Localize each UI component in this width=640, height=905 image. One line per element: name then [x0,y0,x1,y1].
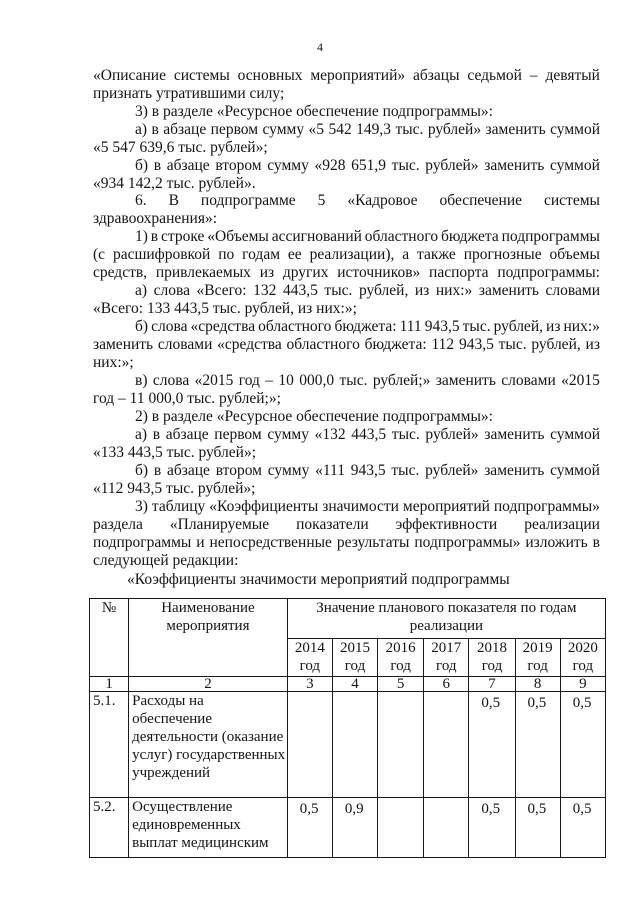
row-value: 0,9 [332,798,377,858]
column-number: 9 [560,677,605,692]
column-number-row [90,677,606,692]
row-value [378,692,424,798]
year-header: 2018 год [469,639,515,677]
header-indicator-values: Значение планового показателя по годам реализации [287,599,605,639]
paragraph-line: 1) в строке «Объемы ассигнований областного бюджета подпрограммы [135,228,600,245]
paragraph-line: «133 443,5 тыс. рублей»; [93,444,256,461]
paragraph-line: следующей редакции: [93,552,239,569]
paragraph-line: б) в абзаце втором сумму «928 651,9 тыс. рублей» заменить суммой [135,157,600,174]
year-header: 2016 год [378,639,424,677]
row-value [378,798,424,858]
paragraph-line: заменить словами «средства областного бюджета: 112 943,5 тыс. рублей, из [93,336,600,353]
paragraph-line: «Описание системы основных мероприятий» абзацы седьмой – девятый [93,67,600,84]
year-header: 2015 год [332,639,377,677]
paragraph-line: 3) таблицу «Коэффициенты значимости мероприятий подпрограммы» [135,498,600,515]
column-number: 4 [332,677,377,692]
row-value: 0,5 [515,692,560,798]
row-value [424,798,469,858]
table-row [90,798,606,858]
paragraph-line: б) в абзаце втором сумму «111 943,5 тыс. рублей» заменить суммой [135,462,600,479]
paragraph-line: год – 11 000,0 тыс. рублей;»; [93,390,281,407]
year-header: 2019 год [515,639,560,677]
paragraph-line: них:»; [93,354,134,371]
column-number: 5 [378,677,424,692]
row-value: 0,5 [469,692,515,798]
row-activity-name: Осуществление единовременных выплат медицинским [129,798,288,858]
year-header: 2014 год [287,639,332,677]
row-activity-name: Расходы на обеспечение деятельности (оказание услуг) государственных учреждений [129,692,288,798]
row-value: 0,5 [287,798,332,858]
row-value: 0,5 [560,692,605,798]
paragraph-line: здравоохранения»: [93,210,218,227]
paragraph-line: в) слова «2015 год – 10 000,0 тыс. рублей;» заменить словами «2015 [135,372,600,389]
column-number: 7 [469,677,515,692]
paragraph-line: «Всего: 133 443,5 тыс. рублей, из них:»; [93,300,357,317]
paragraph-line: 6. В подпрограмме 5 «Кадровое обеспечение системы [135,192,600,209]
paragraph-line: «934 142,2 тыс. рублей». [93,175,256,192]
paragraph-line: признать утратившими силу; [93,85,285,102]
year-header: 2017 год [424,639,469,677]
header-number: № [90,599,129,677]
paragraph-line: а) в абзаце первом сумму «5 542 149,3 тыс. рублей» заменить суммой [135,121,600,138]
row-value: 0,5 [560,798,605,858]
paragraph-line: средств, привлекаемых из других источников» паспорта подпрограммы: [93,264,600,281]
paragraph-line: а) слова «Всего: 132 443,5 тыс. рублей, из них:» заменить словами [135,282,600,299]
row-value [332,692,377,798]
column-number: 3 [287,677,332,692]
column-number: 8 [515,677,560,692]
row-value [424,692,469,798]
paragraph-line: а) в абзаце первом сумму «132 443,5 тыс. рублей» заменить суммой [135,426,600,443]
row-value [287,692,332,798]
column-number: 1 [90,677,129,692]
column-number: 2 [129,677,288,692]
table-header-row [90,599,606,639]
paragraph-line: (с расшифровкой по годам ее реализации), а также прогнозные объемы [93,246,600,263]
paragraph-line: 3) в разделе «Ресурсное обеспечение подпрограммы»: [135,103,493,120]
paragraph-line: «5 547 639,6 тыс. рублей»; [93,139,268,156]
year-header: 2020 год [560,639,605,677]
paragraph-line: раздела «Планируемые показатели эффективности реализации [93,516,600,533]
paragraph-line: подпрограммы и непосредственные результаты подпрограммы» изложить в [93,534,600,551]
header-activity-name: Наименование мероприятия [129,599,288,677]
row-value: 0,5 [469,798,515,858]
table-row [90,692,606,798]
row-number: 5.1. [90,692,129,798]
row-value: 0,5 [515,798,560,858]
column-number: 6 [424,677,469,692]
page-number: 4 [317,40,323,54]
paragraph-line: «112 943,5 тыс. рублей»; [93,480,256,497]
paragraph-line: б) слова «средства областного бюджета: 111 943,5 тыс. рублей, из них:» [135,318,600,335]
paragraph-line: 2) в разделе «Ресурсное обеспечение подпрограммы»: [135,408,493,425]
row-number: 5.2. [90,798,129,858]
coefficients-table [89,598,606,858]
table-title: «Коэффициенты значимости мероприятий подпрограммы [127,571,510,588]
